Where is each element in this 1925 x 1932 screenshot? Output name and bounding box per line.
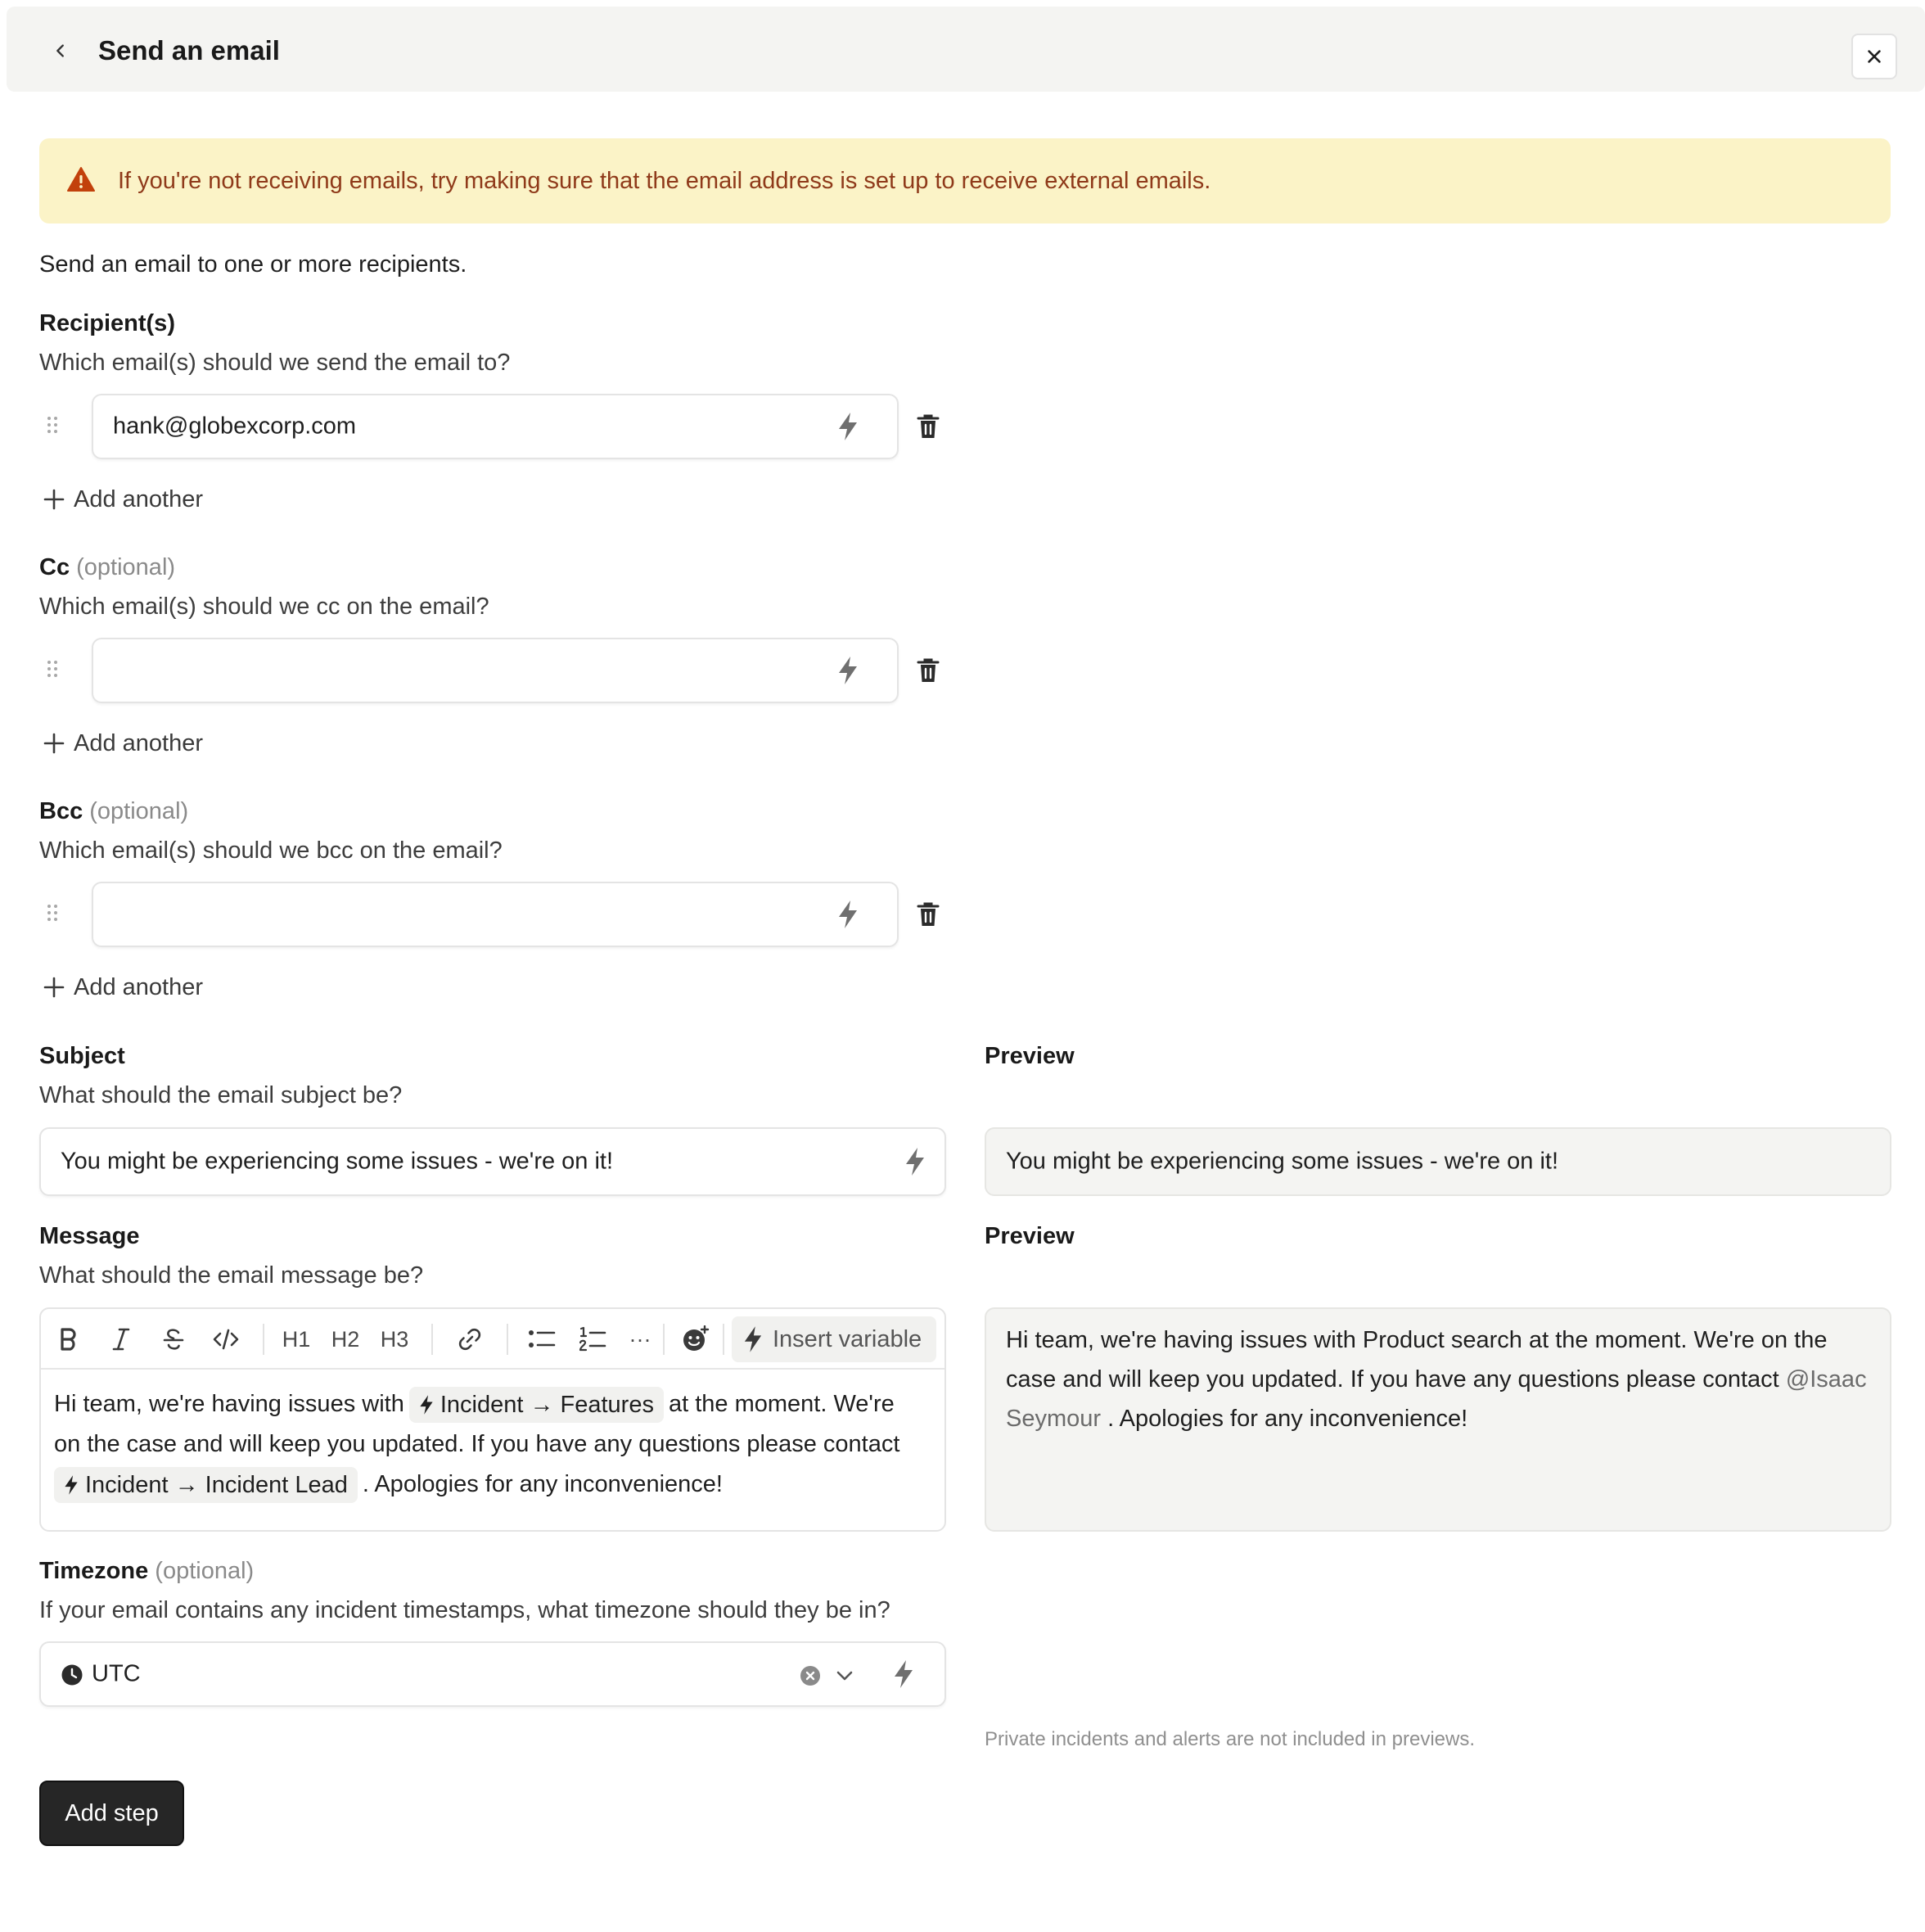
- h1-button[interactable]: H1: [282, 1326, 311, 1352]
- bcc-add-another[interactable]: [43, 973, 203, 1002]
- cc-help: Which email(s) should we cc on the email?: [39, 594, 489, 620]
- add-another-label: Add another: [74, 486, 204, 512]
- recipient-email-value: hank@globexcorp.com: [113, 413, 357, 440]
- recipient-add-another[interactable]: [43, 485, 203, 514]
- lightning-icon: [893, 1659, 914, 1689]
- back-button[interactable]: [44, 34, 77, 67]
- insert-variable-label: Insert variable: [773, 1325, 922, 1352]
- cc-add-another[interactable]: [43, 729, 203, 758]
- cc-label: [39, 553, 175, 582]
- message-preview-label: Preview: [985, 1223, 1075, 1249]
- subject-preview-value: You might be experiencing some issues - we're on it!: [1006, 1148, 1559, 1175]
- drawer-header: [7, 7, 1925, 92]
- code-button[interactable]: [210, 1320, 242, 1359]
- h2-button[interactable]: H2: [331, 1326, 360, 1352]
- preview-footnote: Private incidents and alerts are not included in previews.: [985, 1728, 1475, 1750]
- page-title: Send an email: [98, 35, 280, 65]
- variable-chip-features[interactable]: [409, 1387, 664, 1423]
- message-preview-text: [1006, 1320, 1870, 1438]
- drag-handle-icon: [47, 416, 58, 434]
- bcc-optional: (optional): [89, 798, 189, 824]
- cc-label-text: Cc: [39, 554, 70, 580]
- message-text: . Apologies for any inconvenience!: [362, 1471, 723, 1497]
- clock-icon: [61, 1663, 83, 1686]
- lightning-icon: [837, 656, 859, 685]
- timezone-label: [39, 1556, 254, 1586]
- emoji-icon: [682, 1325, 710, 1353]
- subject-preview: [985, 1127, 1891, 1196]
- lightning-icon: [64, 1474, 79, 1496]
- message-text: at the moment. We're on the case and will keep you updated. If you have any questions please contact: [54, 1391, 900, 1457]
- strikethrough-button[interactable]: [157, 1320, 190, 1359]
- italic-button[interactable]: [105, 1320, 138, 1359]
- add-another-label: Add another: [74, 730, 204, 756]
- more-options-button[interactable]: ···: [629, 1326, 651, 1352]
- cc-drag-handle[interactable]: [43, 652, 62, 685]
- chevron-left-icon: [52, 42, 70, 60]
- chip-label: Incident → Incident Lead: [85, 1472, 348, 1499]
- bcc-variable-button[interactable]: [832, 898, 864, 931]
- bcc-label: [39, 797, 188, 826]
- lightning-icon: [837, 900, 859, 929]
- lightning-icon: [743, 1325, 763, 1353]
- subject-label: Subject: [39, 1043, 125, 1069]
- cc-delete-button[interactable]: [912, 652, 944, 688]
- plus-icon: [43, 732, 65, 755]
- editor-toolbar: [41, 1309, 944, 1370]
- recipient-delete-button[interactable]: [912, 409, 944, 445]
- chip-label: Incident → Features: [440, 1392, 654, 1419]
- message-body[interactable]: [54, 1384, 925, 1505]
- bcc-label-text: Bcc: [39, 798, 83, 824]
- toolbar-divider: [507, 1324, 508, 1355]
- toolbar-divider: [431, 1324, 433, 1355]
- cc-optional: (optional): [76, 554, 176, 580]
- message-label: Message: [39, 1223, 140, 1249]
- close-icon: [1865, 47, 1883, 65]
- subject-preview-label: Preview: [985, 1043, 1075, 1069]
- close-button[interactable]: [1851, 34, 1897, 79]
- preview-text: Hi team, we're having issues with Product search at the moment. We're on the case and will keep you updated. If you have any questions please contact: [1006, 1327, 1828, 1393]
- code-icon: [213, 1328, 239, 1351]
- preview-mention: @Isaac Seymour: [1006, 1366, 1867, 1432]
- link-button[interactable]: [452, 1320, 488, 1359]
- subject-variable-button[interactable]: [899, 1145, 931, 1178]
- toolbar-divider: [263, 1324, 264, 1355]
- timezone-optional: (optional): [155, 1558, 255, 1584]
- lightning-icon: [837, 412, 859, 441]
- timezone-help: If your email contains any incident timestamps, what timezone should they be in?: [39, 1597, 890, 1623]
- message-preview: [985, 1307, 1891, 1532]
- strikethrough-icon: [162, 1327, 185, 1352]
- drag-handle-icon: [47, 904, 58, 922]
- recipient-email-input[interactable]: [92, 394, 899, 459]
- message-text: Hi team, we're having issues with: [54, 1391, 404, 1417]
- chevron-down-icon: [836, 1670, 854, 1681]
- lightning-icon: [419, 1394, 434, 1415]
- warning-icon: [67, 166, 95, 192]
- trash-icon: [917, 901, 940, 928]
- h3-button[interactable]: H3: [380, 1326, 409, 1352]
- timezone-value: UTC: [92, 1660, 141, 1687]
- subject-input[interactable]: [39, 1127, 946, 1196]
- trash-icon: [917, 413, 940, 440]
- bcc-delete-button[interactable]: [912, 896, 944, 932]
- recipient-variable-button[interactable]: [832, 410, 864, 443]
- numbered-list-button[interactable]: [575, 1320, 611, 1359]
- drag-handle-icon: [47, 660, 58, 678]
- insert-variable-button[interactable]: [732, 1316, 936, 1362]
- plus-icon: [43, 488, 65, 511]
- numbered-list-icon: [579, 1326, 606, 1352]
- intro-text: Send an email to one or more recipients.: [39, 251, 467, 278]
- add-step-button[interactable]: Add step: [39, 1781, 184, 1846]
- add-another-label: Add another: [74, 974, 204, 1000]
- lightning-icon: [904, 1147, 926, 1176]
- clear-timezone-button[interactable]: [797, 1663, 823, 1689]
- bcc-email-input[interactable]: [92, 882, 899, 947]
- link-icon: [457, 1326, 483, 1352]
- preview-text: . Apologies for any inconvenience!: [1107, 1406, 1468, 1432]
- variable-chip-incident-lead[interactable]: [54, 1467, 358, 1503]
- subject-value: You might be experiencing some issues - we're on it!: [61, 1148, 614, 1175]
- message-help: What should the email message be?: [39, 1262, 424, 1289]
- emoji-button[interactable]: [678, 1320, 714, 1359]
- trash-icon: [917, 657, 940, 684]
- toolbar-divider: [663, 1324, 665, 1355]
- bullet-list-icon: [528, 1328, 556, 1351]
- bullet-list-button[interactable]: [524, 1320, 560, 1359]
- timezone-select[interactable]: [39, 1641, 946, 1707]
- bold-icon: [59, 1327, 79, 1352]
- bcc-drag-handle[interactable]: [43, 896, 62, 929]
- timezone-label-text: Timezone: [39, 1558, 149, 1584]
- clear-icon: [800, 1665, 821, 1686]
- plus-icon: [43, 976, 65, 999]
- subject-help: What should the email subject be?: [39, 1082, 403, 1108]
- message-editor[interactable]: [39, 1307, 946, 1532]
- warning-banner: [39, 138, 1891, 223]
- recipients-help: Which email(s) should we send the email to?: [39, 350, 511, 376]
- timezone-variable-button[interactable]: [887, 1658, 920, 1690]
- cc-variable-button[interactable]: [832, 654, 864, 687]
- recipients-label: Recipient(s): [39, 310, 175, 336]
- cc-email-input[interactable]: [92, 638, 899, 703]
- timezone-dropdown-toggle[interactable]: [832, 1663, 858, 1689]
- warning-text: If you're not receiving emails, try making sure that the email address is set up to receive external emails.: [118, 168, 1211, 194]
- recipient-drag-handle[interactable]: [43, 409, 62, 441]
- toolbar-divider: [723, 1324, 724, 1355]
- bcc-help: Which email(s) should we bcc on the email?: [39, 837, 503, 864]
- italic-icon: [111, 1327, 131, 1352]
- bold-button[interactable]: [52, 1320, 85, 1359]
